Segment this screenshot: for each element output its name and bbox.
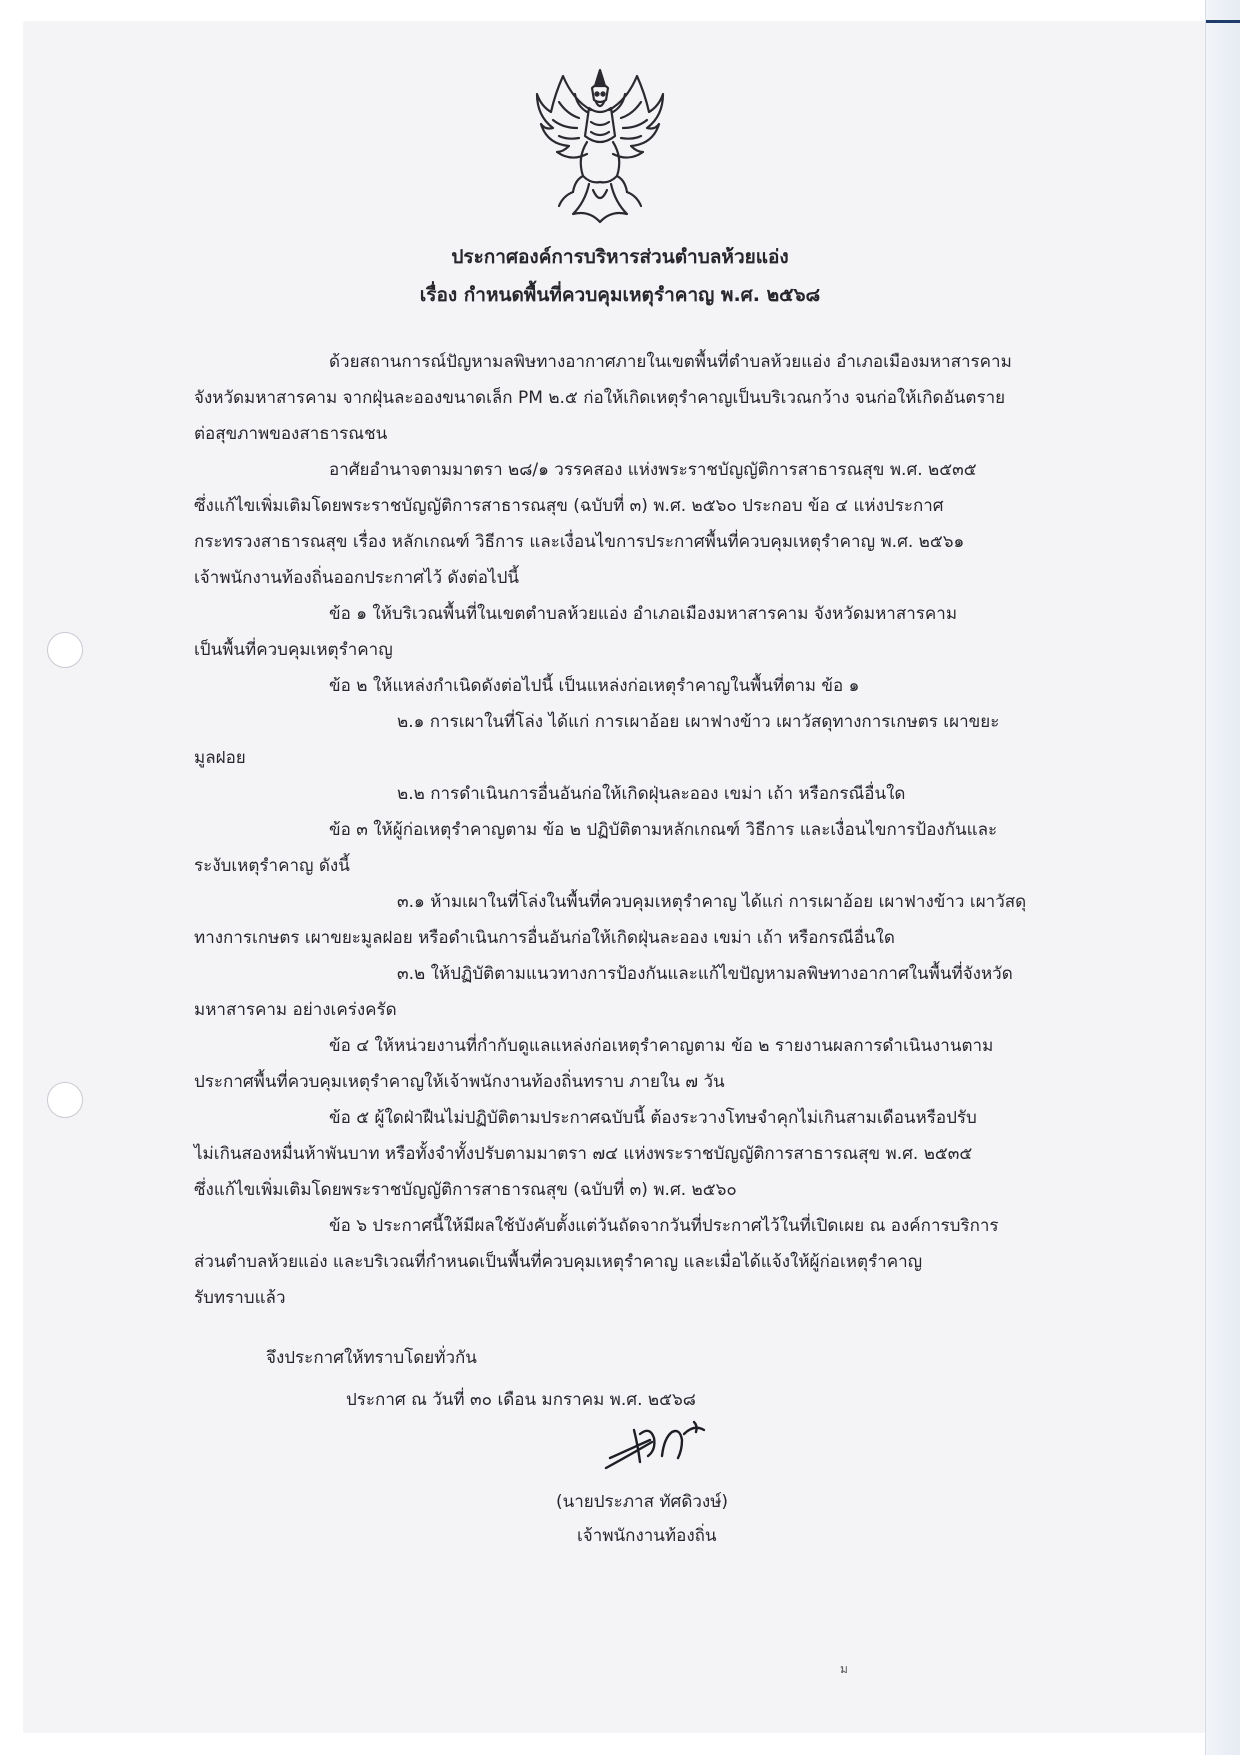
scanner-edge-mark bbox=[1206, 20, 1240, 23]
clause-5-line-2: ไม่เกินสองหมื่นห้าพันบาท หรือทั้งจำทั้งปรับตามมาตรา ๗๔ แห่งพระราชบัญญัติการสาธารณสุข พ.ศ. ๒๕๓๕ bbox=[194, 1144, 973, 1164]
paragraph-2-line-3: กระทรวงสาธารณสุข เรื่อง หลักเกณฑ์ วิธีการ และเงื่อนไขการประกาศพื้นที่ควบคุมเหตุรำคาญ พ.ศ. ๒๕๖๑ bbox=[194, 532, 965, 552]
clause-5-line-1: ข้อ ๕ ผู้ใดฝ่าฝืนไม่ปฏิบัติตามประกาศฉบับนี้ ต้องระวางโทษจำคุกไม่เกินสามเดือนหรือปรับ bbox=[329, 1108, 977, 1128]
clause-2-1-line-2: มูลฝอย bbox=[194, 748, 246, 768]
clause-6-line-2: ส่วนตำบลห้วยแอ่ง และบริเวณที่กำหนดเป็นพื้นที่ควบคุมเหตุรำคาญ และเมื่อได้แจ้งให้ผู้ก่อเหตุรำคาญ bbox=[194, 1252, 923, 1272]
garuda-emblem-icon bbox=[533, 66, 667, 226]
document-subject: เรื่อง กำหนดพื้นที่ควบคุมเหตุรำคาญ พ.ศ. ๒๕๖๘ bbox=[419, 284, 821, 306]
clause-3-2-line-1: ๓.๒ ให้ปฏิบัติตามแนวทางการป้องกันและแก้ไขปัญหามลพิษทางอากาศในพื้นที่จังหวัด bbox=[397, 964, 1013, 984]
clause-4-line-2: ประกาศพื้นที่ควบคุมเหตุรำคาญให้เจ้าพนักงานท้องถิ่นทราบ ภายใน ๗ วัน bbox=[194, 1072, 725, 1092]
clause-3-1-line-1: ๓.๑ ห้ามเผาในที่โล่งในพื้นที่ควบคุมเหตุรำคาญ ได้แก่ การเผาอ้อย เผาฟางข้าว เผาวัสดุ bbox=[397, 892, 1027, 912]
page-mark: ม bbox=[840, 1662, 848, 1676]
closing-statement: จึงประกาศให้ทราบโดยทั่วกัน bbox=[266, 1348, 477, 1368]
clause-6-line-3: รับทราบแล้ว bbox=[194, 1288, 286, 1308]
clause-3-line-1: ข้อ ๓ ให้ผู้ก่อเหตุรำคาญตาม ข้อ ๒ ปฏิบัติตามหลักเกณฑ์ วิธีการ และเงื่อนไขการป้องกันและ bbox=[329, 820, 998, 840]
clause-3-2-line-2: มหาสารคาม อย่างเคร่งครัด bbox=[194, 1000, 397, 1020]
punch-hole-upper bbox=[47, 632, 83, 668]
clause-2-line-1: ข้อ ๒ ให้แหล่งกำเนิดดังต่อไปนี้ เป็นแหล่งก่อเหตุรำคาญในพื้นที่ตาม ข้อ ๑ bbox=[329, 676, 860, 696]
paragraph-2-line-4: เจ้าพนักงานท้องถิ่นออกประกาศไว้ ดังต่อไปนี้ bbox=[194, 568, 519, 588]
clause-3-line-2: ระงับเหตุรำคาญ ดังนี้ bbox=[194, 856, 350, 876]
paragraph-1-line-1: ด้วยสถานการณ์ปัญหามลพิษทางอากาศภายในเขตพื้นที่ตำบลห้วยแอ่ง อำเภอเมืองมหาสารคาม bbox=[329, 352, 1012, 372]
clause-5-line-3: ซึ่งแก้ไขเพิ่มเติมโดยพระราชบัญญัติการสาธารณสุข (ฉบับที่ ๓) พ.ศ. ๒๕๖๐ bbox=[194, 1180, 737, 1200]
clause-4-line-1: ข้อ ๔ ให้หน่วยงานที่กำกับดูแลแหล่งก่อเหตุรำคาญตาม ข้อ ๒ รายงานผลการดำเนินงานตาม bbox=[329, 1036, 994, 1056]
clause-2-1-line-1: ๒.๑ การเผาในที่โล่ง ได้แก่ การเผาอ้อย เผาฟางข้าว เผาวัสดุทางการเกษตร เผาขยะ bbox=[397, 712, 1000, 732]
clause-2-2-line-1: ๒.๒ การดำเนินการอื่นอันก่อให้เกิดฝุ่นละออง เขม่า เถ้า หรือกรณีอื่นใด bbox=[397, 784, 906, 804]
signer-position: เจ้าพนักงานท้องถิ่น bbox=[577, 1526, 717, 1546]
document-title: ประกาศองค์การบริหารส่วนตำบลห้วยแอ่ง bbox=[451, 246, 789, 268]
paragraph-1-line-2: จังหวัดมหาสารคาม จากฝุ่นละอองขนาดเล็ก PM ๒.๕ ก่อให้เกิดเหตุรำคาญเป็นบริเวณกว้าง จนก่อให้เกิดอันตราย bbox=[194, 388, 1006, 408]
clause-6-line-1: ข้อ ๖ ประกาศนี้ให้มีผลใช้บังคับตั้งแต่วันถัดจากวันที่ประกาศไว้ในที่เปิดเผย ณ องค์การบริการ bbox=[329, 1216, 999, 1236]
clause-3-1-line-2: ทางการเกษตร เผาขยะมูลฝอย หรือดำเนินการอื่นอันก่อให้เกิดฝุ่นละออง เขม่า เถ้า หรือกรณีอื่นใด bbox=[194, 928, 895, 948]
handwritten-signature bbox=[598, 1416, 718, 1478]
punch-hole-lower bbox=[47, 1082, 83, 1118]
signer-name: (นายประภาส ทัศดิวงษ์) bbox=[556, 1492, 729, 1512]
clause-1-line-2: เป็นพื้นที่ควบคุมเหตุรำคาญ bbox=[194, 640, 393, 660]
paragraph-2-line-2: ซึ่งแก้ไขเพิ่มเติมโดยพระราชบัญญัติการสาธารณสุข (ฉบับที่ ๓) พ.ศ. ๒๕๖๐ ประกอบ ข้อ ๔ แห่งประกาศ bbox=[194, 496, 944, 516]
paragraph-1-line-3: ต่อสุขภาพของสาธารณชน bbox=[194, 424, 388, 444]
paragraph-2-line-1: อาศัยอำนาจตามมาตรา ๒๘/๑ วรรคสอง แห่งพระราชบัญญัติการสาธารณสุข พ.ศ. ๒๕๓๕ bbox=[329, 460, 977, 480]
clause-1-line-1: ข้อ ๑ ให้บริเวณพื้นที่ในเขตตำบลห้วยแอ่ง อำเภอเมืองมหาสารคาม จังหวัดมหาสารคาม bbox=[329, 604, 958, 624]
announcement-date: ประกาศ ณ วันที่ ๓๐ เดือน มกราคม พ.ศ. ๒๕๖๘ bbox=[346, 1390, 696, 1410]
